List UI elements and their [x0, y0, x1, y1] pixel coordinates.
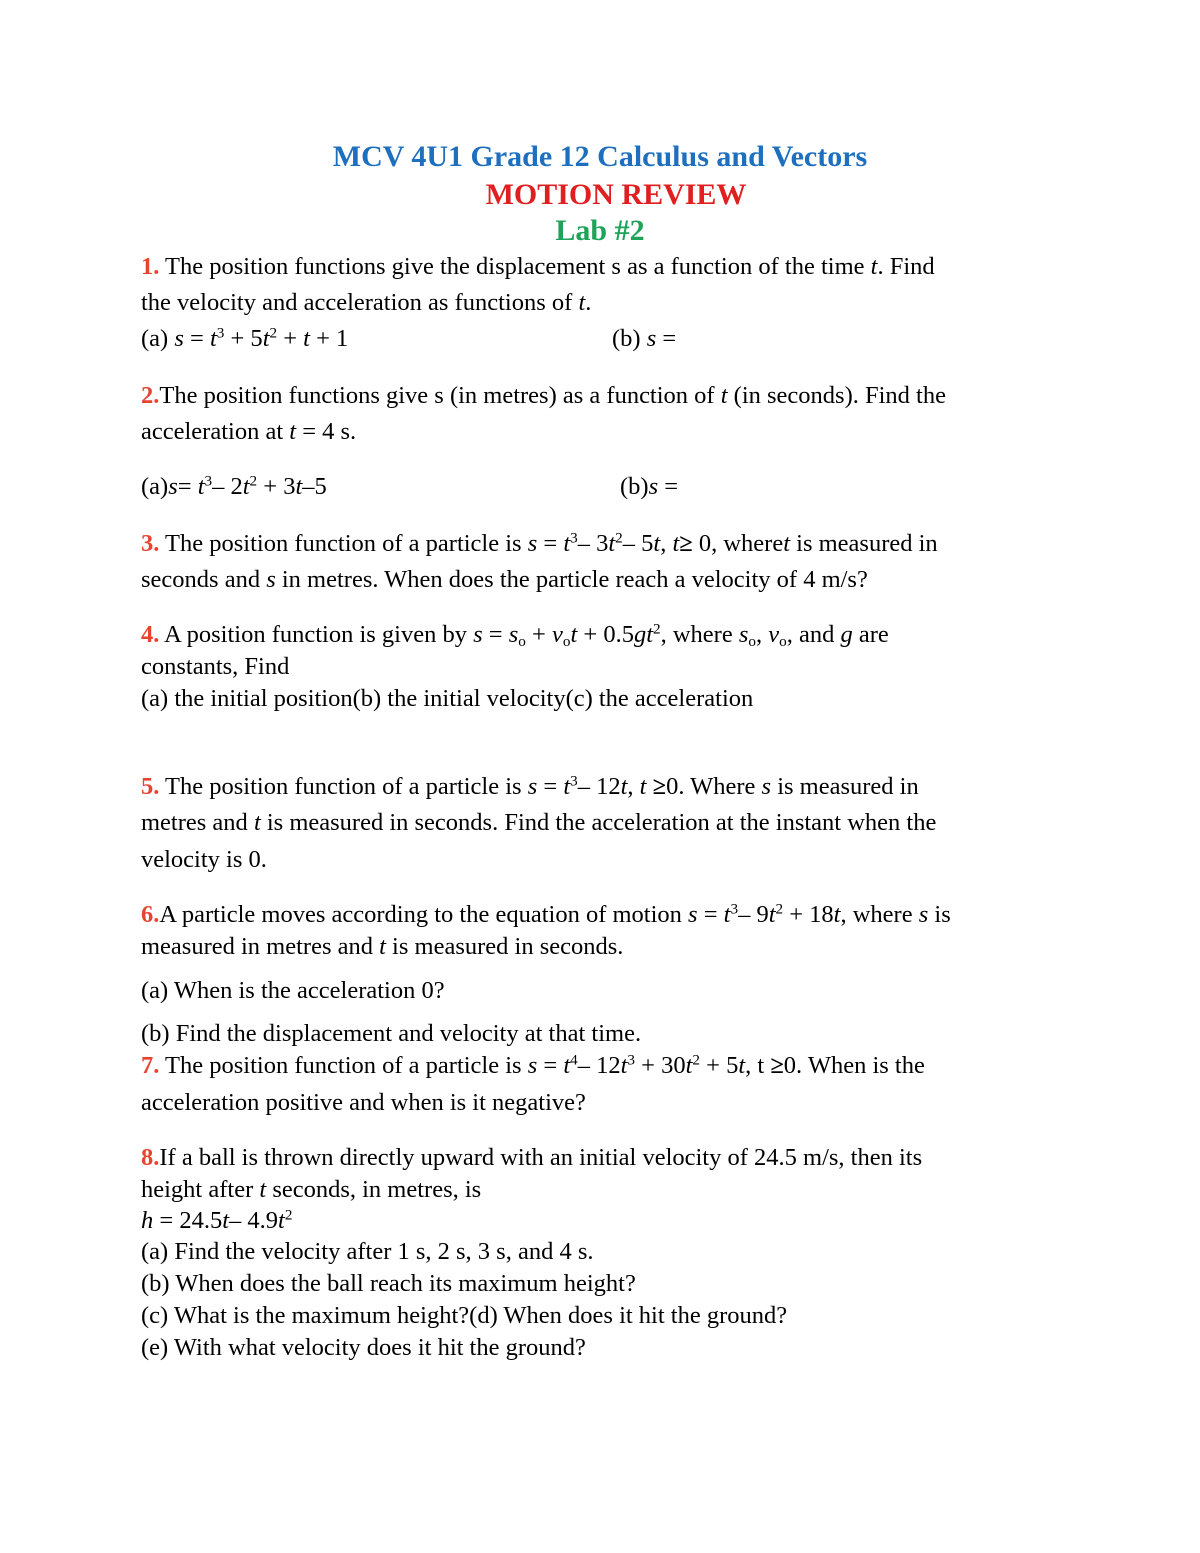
q7-line2: acceleration positive and when is it negative? — [141, 1089, 586, 1116]
q1-line2 — [141, 287, 591, 319]
q2-text1a: The position functions give s (in metres) as a function of — [159, 382, 721, 409]
q5-text1b: . Where — [678, 773, 762, 800]
q3-number: 3. — [141, 530, 160, 557]
q6-text2a: measured in metres and — [141, 933, 380, 960]
q4-text1d: are — [852, 621, 889, 648]
course-title: MCV 4U1 Grade 12 Calculus and Vectors — [332, 140, 868, 173]
q7-text1a: The position function of a particle is — [159, 1052, 528, 1079]
q6-part-a: (a) When is the acceleration 0? — [141, 977, 445, 1004]
q1-text2: the velocity and acceleration as functions of — [141, 289, 579, 316]
q6-line1: 6.A particle moves according to the equation of motion $s = t^3-$ $9t^2 + 18t$, where s is — [141, 900, 951, 928]
q8-number: 8. — [141, 1144, 160, 1171]
q4-line3: (a) the initial position(b) the initial velocity(c) the acceleration — [141, 685, 754, 712]
q6-number: 6. — [141, 901, 160, 928]
q8-equation: h = 24.5t– $4.9t^2$ — [141, 1206, 293, 1234]
q2-line2: acceleration at t = 4 s. — [141, 418, 357, 445]
q5-line3: velocity is 0. — [141, 846, 267, 873]
q2-part-b: (b)s = — [620, 473, 679, 500]
q3-text1a: The position function of a particle is — [159, 530, 528, 557]
q1-var2: t — [578, 289, 586, 316]
q4-line2: constants, Find — [141, 653, 290, 680]
q8-part-c: (c) What is the maximum height?(d) When does it hit the ground? — [141, 1302, 788, 1329]
q5-text1a: The position function of a particle is — [159, 773, 528, 800]
q1-text-end: . Find — [877, 253, 935, 280]
q2-text2b: = 4 s. — [296, 418, 357, 445]
q1-text2-end: . — [585, 289, 592, 316]
q2-number: 2. — [141, 382, 160, 409]
q7-line1: 7. The position function of a particle is $s = t^4-$ $12t^3 + 30t^2 + 5t$, t ≥0. When is the — [141, 1051, 925, 1079]
q2-part-a: $(a)s= t^3-$ $2t^2 + 3t-5$ — [141, 472, 327, 500]
q8-text1: If a ball is thrown directly upward with an initial velocity of 24.5 m/s, then its — [159, 1144, 923, 1171]
q5-number: 5. — [141, 773, 160, 800]
q8-line2: height after t seconds, in metres, is — [141, 1176, 482, 1203]
q3-line2: seconds and s in metres. When does the particle reach a velocity of 4 m/s? — [141, 566, 868, 593]
q3-text2b: in metres. When does the particle reach a velocity of 4 m/s? — [275, 566, 868, 593]
q3-text1b: , where — [711, 530, 784, 557]
q4-number: 4. — [141, 621, 160, 648]
q8-part-e: (e) With what velocity does it hit the ground? — [141, 1334, 586, 1361]
q4-line1: 4. A position function is given by $s = s_o + v_ot + 0.5gt^2$, where $s_o$, $v_o$, and g are — [141, 620, 889, 650]
q8-part-b: (b) When does the ball reach its maximum height? — [141, 1270, 636, 1297]
q1-b-label: (b) — [612, 325, 647, 352]
q1-var: t — [870, 253, 878, 280]
q8-text2a: height after — [141, 1176, 260, 1203]
q1-part-b: (b) s = — [612, 325, 677, 352]
q2-text1b: (in seconds). Find the — [727, 382, 946, 409]
q2-line1: 2.The position functions give s (in metres) as a function of t (in seconds). Find the — [141, 382, 946, 409]
q3-text1c: is measured in — [790, 530, 938, 557]
q3-line1: 3. The position function of a particle is $s = t^3-$ $3t^2-$ 5t, t≥ 0, wheret is measured in — [141, 529, 938, 557]
q5-text2a: metres and — [141, 809, 254, 836]
q6-part-b: (b) Find the displacement and velocity at that time. — [141, 1020, 642, 1047]
q6-text1c: is — [928, 901, 951, 928]
q8-text2b: seconds, in metres, is — [266, 1176, 482, 1203]
q1-text: The position functions give the displacement s as a function of the time — [159, 253, 871, 280]
q5-text1c: is measured in — [771, 773, 919, 800]
q3-text2a: seconds and — [141, 566, 267, 593]
q2-a-label: (a) — [141, 473, 169, 500]
q2-b-label: (b) — [620, 473, 649, 500]
q6-text1b: , where — [840, 901, 919, 928]
q8-line1 — [141, 1142, 922, 1174]
q4-text1a: A position function is given by — [159, 621, 474, 648]
q6-text2b: is measured in seconds. — [385, 933, 624, 960]
q4-text1c: , and — [786, 621, 841, 648]
q7-number: 7. — [141, 1052, 160, 1079]
q5-text2b: is measured in seconds. Find the acceleration at the instant when the — [260, 809, 937, 836]
q8-part-a: (a) Find the velocity after 1 s, 2 s, 3 s, and 4 s. — [141, 1238, 594, 1265]
section-title: MOTION REVIEW — [485, 178, 747, 211]
q2-text2a: acceleration at — [141, 418, 290, 445]
lab-title: Lab #2 — [555, 214, 645, 247]
q5-line2: metres and t is measured in seconds. Find the acceleration at the instant when the — [141, 809, 937, 836]
q6-line2: measured in metres and t is measured in seconds. — [141, 933, 624, 960]
q7-text1b: . When is the — [796, 1052, 925, 1079]
q1-number: 1. — [141, 253, 160, 280]
q1-a-label: (a) — [141, 325, 175, 352]
q6-text1a: A particle moves according to the equation of motion — [159, 901, 689, 928]
q1-part-a: (a) $s = t^3 + 5t^2 + t + 1$ — [141, 324, 349, 352]
q1-line1 — [141, 251, 935, 283]
q5-line1: 5. The position function of a particle is $s = t^3-$ 12t, t ≥0. Where s is measured in — [141, 772, 919, 800]
q4-text1b: , where — [660, 621, 739, 648]
